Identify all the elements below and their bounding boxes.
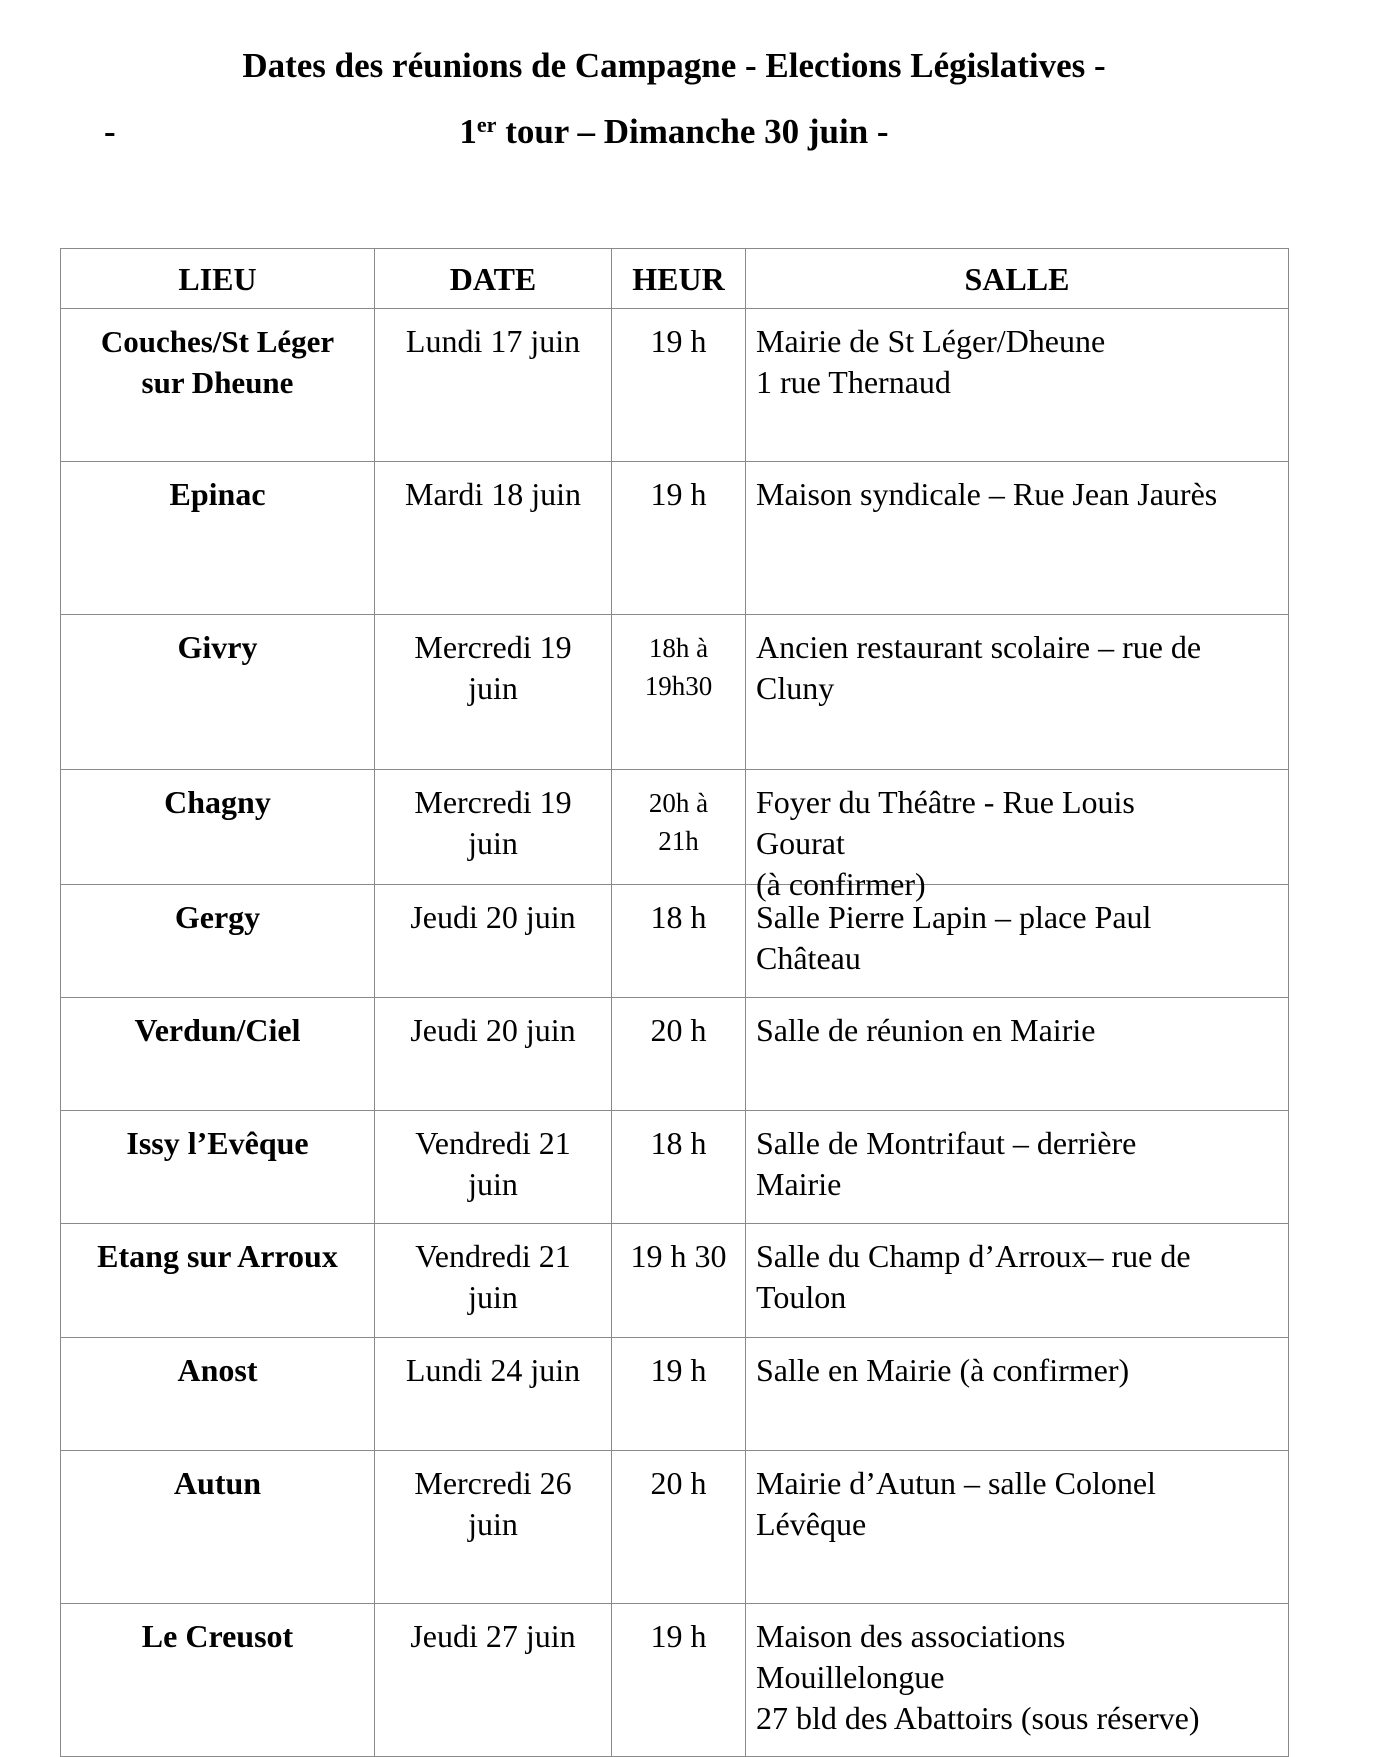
table-row	[61, 1224, 1289, 1338]
date-line: Vendredi 21	[415, 1238, 571, 1274]
cell-salle	[746, 615, 1289, 770]
cell-heure	[612, 998, 746, 1111]
lieu-line: Issy l’Evêque	[126, 1125, 309, 1161]
date-line: juin	[468, 1166, 518, 1202]
heure-line: 20 h	[650, 1465, 707, 1501]
subtitle-text: tour – Dimanche 30 juin -	[496, 112, 889, 151]
cell-heure	[612, 1338, 746, 1451]
salle-line: Lévêque	[756, 1506, 867, 1542]
salle-line: Mouillelongue	[756, 1659, 945, 1695]
salle-line: Salle en Mairie (à confirmer)	[756, 1352, 1130, 1388]
header-lieu: LIEU	[61, 249, 375, 309]
cell-lieu	[61, 1604, 375, 1757]
cell-date	[375, 1451, 612, 1604]
cell-date	[375, 1224, 612, 1338]
cell-lieu	[61, 1338, 375, 1451]
cell-salle	[746, 1224, 1289, 1338]
cell-salle	[746, 1338, 1289, 1451]
cell-lieu	[61, 770, 375, 885]
lieu-line: Couches/St Léger	[100, 324, 335, 359]
salle-line: Château	[756, 940, 861, 976]
heure-line: 20h à	[648, 788, 709, 818]
table-row	[61, 462, 1289, 615]
table-row	[61, 309, 1289, 462]
date-line: Jeudi 20 juin	[410, 899, 576, 935]
salle-line: 27 bld des Abattoirs (sous réserve)	[756, 1700, 1200, 1736]
cell-date	[375, 1338, 612, 1451]
date-line: juin	[468, 825, 518, 861]
lieu-line: Verdun/Ciel	[134, 1012, 301, 1048]
cell-lieu	[61, 1111, 375, 1224]
heure-line: 19 h	[650, 476, 707, 512]
table-row	[61, 1451, 1289, 1604]
table-row	[61, 885, 1289, 998]
heure-line: 19 h	[650, 1618, 707, 1654]
date-line: Lundi 24 juin	[405, 1352, 581, 1388]
heure-line: 18 h	[650, 1125, 707, 1161]
cell-date	[375, 615, 612, 770]
salle-line: Salle de réunion en Mairie	[756, 1012, 1096, 1048]
cell-date	[375, 1111, 612, 1224]
subtitle-ordinal-suffix: er	[476, 112, 497, 137]
cell-salle	[746, 1604, 1289, 1757]
heure-line: 18h à	[648, 633, 709, 663]
table-row	[61, 1111, 1289, 1224]
date-line: Mercredi 19	[414, 629, 572, 665]
cell-salle	[746, 885, 1289, 998]
salle-line: Toulon	[756, 1279, 847, 1315]
heure-line: 19 h	[650, 1352, 707, 1388]
salle-line: Ancien restaurant scolaire – rue de	[756, 629, 1202, 665]
cell-date	[375, 1604, 612, 1757]
cell-lieu	[61, 462, 375, 615]
date-line: juin	[468, 670, 518, 706]
date-line: Mardi 18 juin	[405, 476, 581, 512]
cell-heure	[612, 309, 746, 462]
table-header-row	[61, 249, 1289, 309]
table-row	[61, 1338, 1289, 1451]
table-row	[61, 998, 1289, 1111]
date-line: Jeudi 20 juin	[410, 1012, 576, 1048]
cell-lieu	[61, 309, 375, 462]
cell-heure	[612, 1111, 746, 1224]
cell-date	[375, 309, 612, 462]
salle-line: Mairie	[756, 1166, 842, 1202]
date-line: juin	[468, 1279, 518, 1315]
table-row	[61, 770, 1289, 885]
document-title: Dates des réunions de Campagne - Elections Législatives -	[242, 46, 1106, 85]
salle-line: Maison des associations	[756, 1618, 1066, 1654]
title-dash: -	[104, 112, 116, 151]
document-subtitle	[0, 112, 1348, 152]
cell-heure	[612, 462, 746, 615]
cell-heure	[612, 1451, 746, 1604]
salle-line: Salle de Montrifaut – derrière	[756, 1125, 1137, 1161]
table-row	[61, 615, 1289, 770]
cell-date	[375, 885, 612, 998]
salle-line: Cluny	[756, 670, 835, 706]
date-line: Vendredi 21	[415, 1125, 571, 1161]
heure-line: 19h30	[644, 671, 713, 701]
salle-line: Mairie d’Autun – salle Colonel	[756, 1465, 1156, 1501]
meetings-table	[60, 248, 1289, 1757]
heure-line: 20 h	[650, 1012, 707, 1048]
salle-line: Salle du Champ d’Arroux– rue de	[756, 1238, 1191, 1274]
cell-lieu	[61, 615, 375, 770]
header-date: DATE	[375, 249, 612, 309]
header-heure: HEUR	[612, 249, 746, 309]
lieu-line: Etang sur Arroux	[97, 1238, 338, 1274]
salle-line: Gourat	[756, 825, 845, 861]
salle-line: Foyer du Théâtre - Rue Louis	[756, 784, 1135, 820]
cell-salle	[746, 1451, 1289, 1604]
lieu-line: Le Creusot	[141, 1618, 294, 1654]
heure-line: 21h	[658, 826, 699, 856]
cell-heure	[612, 1224, 746, 1338]
lieu-line: Givry	[177, 629, 258, 665]
cell-salle	[746, 770, 1289, 902]
heure-line: 18 h	[650, 899, 707, 935]
cell-salle	[746, 462, 1289, 615]
salle-line: Salle Pierre Lapin – place Paul	[756, 899, 1152, 935]
cell-heure	[612, 885, 746, 998]
lieu-line: Gergy	[174, 899, 261, 935]
table-body	[61, 309, 1289, 1757]
salle-line: 1 rue Thernaud	[756, 364, 951, 400]
cell-salle	[746, 309, 1289, 462]
date-line: Mercredi 19	[414, 784, 572, 820]
salle-line: Maison syndicale – Rue Jean Jaurès	[756, 476, 1218, 512]
date-line: Lundi 17 juin	[405, 323, 581, 359]
cell-heure	[612, 770, 746, 885]
date-line: Mercredi 26	[414, 1465, 572, 1501]
cell-date	[375, 998, 612, 1111]
lieu-line: Anost	[177, 1352, 258, 1388]
lieu-line: sur Dheune	[141, 365, 294, 400]
table-row	[61, 1604, 1289, 1757]
cell-date	[375, 462, 612, 615]
lieu-line: Autun	[173, 1465, 262, 1501]
heure-line: 19 h	[650, 323, 707, 359]
cell-lieu	[61, 1224, 375, 1338]
cell-salle	[746, 1111, 1289, 1224]
cell-salle	[746, 998, 1289, 1111]
salle-line: Mairie de St Léger/Dheune	[756, 323, 1106, 359]
heure-line: 19 h 30	[630, 1238, 727, 1274]
lieu-line: Epinac	[169, 476, 266, 512]
cell-heure	[612, 1604, 746, 1757]
cell-lieu	[61, 998, 375, 1111]
date-line: Jeudi 27 juin	[410, 1618, 576, 1654]
lieu-line: Chagny	[164, 784, 271, 820]
salle-line: (à confirmer)	[756, 866, 926, 902]
cell-heure	[612, 615, 746, 770]
date-line: juin	[468, 1506, 518, 1542]
cell-date	[375, 770, 612, 885]
subtitle-ordinal: 1	[459, 112, 477, 151]
cell-lieu	[61, 1451, 375, 1604]
cell-lieu	[61, 885, 375, 998]
header-salle: SALLE	[746, 249, 1289, 309]
